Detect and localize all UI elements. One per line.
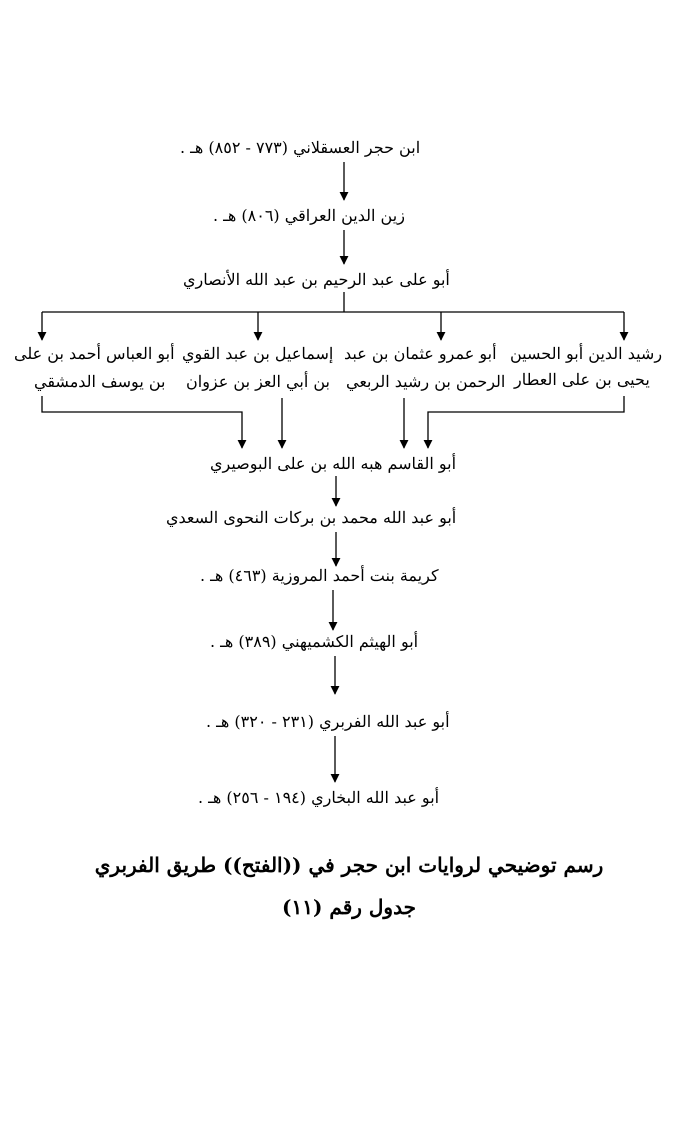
table-number: جدول رقم (١١) bbox=[282, 895, 416, 919]
node-rashid-line1: رشيد الدين أبو الحسين bbox=[510, 344, 663, 363]
node-firabri: أبو عبد الله الفربري (٢٣١ - ٣٢٠) هـ . bbox=[206, 712, 450, 731]
node-bukhari: أبو عبد الله البخاري (١٩٤ - ٢٥٦) هـ . bbox=[198, 788, 440, 807]
node-ismail-line2: بن أبي العز بن عزوان bbox=[186, 372, 331, 391]
node-ibn-hajar: ابن حجر العسقلاني (٧٧٣ - ٨٥٢) هـ . bbox=[180, 138, 421, 157]
arrow-rashid-to-busiri bbox=[428, 396, 624, 448]
node-nahwi: أبو عبد الله محمد بن بركات النحوى السعدي bbox=[166, 508, 457, 527]
arrow-abuabbas-to-busiri bbox=[42, 396, 242, 448]
node-abu-ali: أبو على عبد الرحيم بن عبد الله الأنصاري bbox=[183, 270, 450, 289]
node-abu-abbas-line1: أبو العباس أحمد بن على bbox=[14, 344, 175, 363]
node-ismail-line1: إسماعيل بن عبد القوي bbox=[182, 344, 334, 363]
node-zayn-iraqi: زين الدين العراقي (٨٠٦) هـ . bbox=[213, 206, 405, 225]
node-kushmihani: أبو الهيثم الكشميهني (٣٨٩) هـ . bbox=[210, 632, 419, 651]
node-rashid-line2: يحيى بن على العطار bbox=[514, 370, 650, 389]
node-abu-amr-line1: أبو عمرو عثمان بن عبد bbox=[344, 344, 497, 363]
node-abu-amr-line2: الرحمن بن رشيد الربعي bbox=[346, 372, 506, 391]
node-abu-abbas-line2: بن يوسف الدمشقي bbox=[34, 372, 166, 391]
node-busiri: أبو القاسم هبه الله بن على البوصيري bbox=[210, 454, 457, 473]
diagram-caption: رسم توضيحي لروايات ابن حجر في ((الفتح)) طريق الفربري bbox=[94, 853, 604, 877]
node-karima: كريمة بنت أحمد المروزية (٤٦٣) هـ . bbox=[200, 566, 439, 585]
